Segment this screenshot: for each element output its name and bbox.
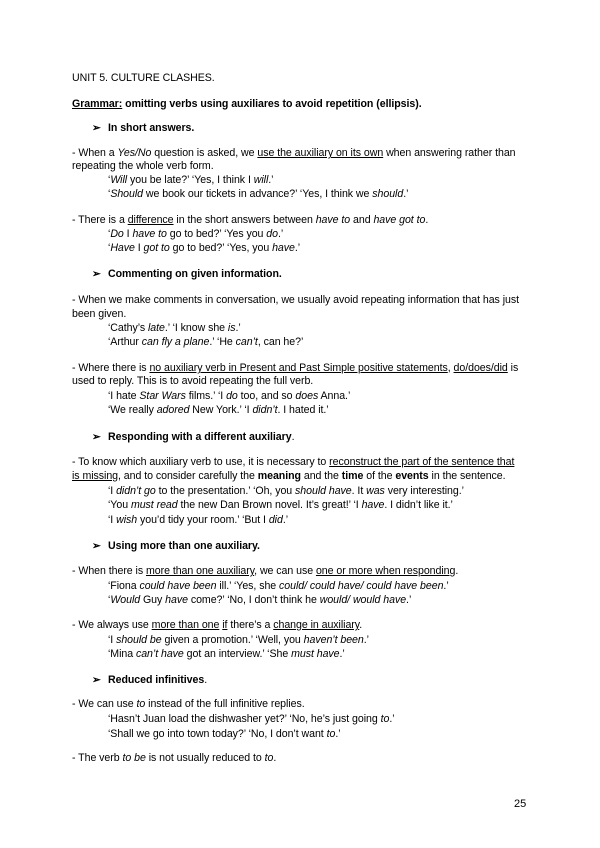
paragraph: - When a Yes/No question is asked, we use the auxiliary on its own when answering rather than <box>72 147 516 159</box>
section-heading-reduced-infinitives: ➢ Reduced infinitives. <box>92 674 208 686</box>
example-sentence: ‘Hasn’t Juan load the dishwasher yet?’ ‘No, he’s just going to.’ <box>108 713 395 725</box>
paragraph-continuation: been given. <box>72 308 127 320</box>
arrow-icon: ➢ <box>92 431 101 443</box>
paragraph: - When we make comments in conversation, we usually avoid repeating information that has just <box>72 294 519 306</box>
page-number: 25 <box>514 798 527 810</box>
paragraph-continuation: is missing, and to consider carefully the meaning and the time of the events in the sentence. <box>72 470 506 482</box>
example-sentence: ‘I hate Star Wars films.’ ‘I do too, and so does Anna.’ <box>108 390 351 402</box>
example-sentence: ‘I wish you’d tidy your room.’ ‘But I did.’ <box>108 514 289 526</box>
example-sentence: ‘Have I got to go to bed?’ ‘Yes, you have.’ <box>108 242 301 254</box>
unit-title: UNIT 5. CULTURE CLASHES. <box>72 72 215 84</box>
section-heading-more-than-one: ➢ Using more than one auxiliary. <box>92 540 260 552</box>
example-sentence: ‘Would Guy have come?’ ‘No, I don’t think he would/ would have.’ <box>108 594 412 606</box>
example-sentence: ‘We really adored New York.’ ‘I didn’t. I hated it.’ <box>108 404 329 416</box>
example-sentence: ‘I should be given a promotion.’ ‘Well, you haven’t been.’ <box>108 634 369 646</box>
example-sentence: ‘You must read the new Dan Brown novel. It’s great!’ ‘I have. I didn’t like it.’ <box>108 499 453 511</box>
paragraph: - The verb to be is not usually reduced to to. <box>72 752 277 764</box>
arrow-icon: ➢ <box>92 674 101 686</box>
section-heading-different-auxiliary: ➢ Responding with a different auxiliary. <box>92 431 295 443</box>
example-sentence: ‘Mina can’t have got an interview.’ ‘She must have.’ <box>108 648 345 660</box>
paragraph-continuation: used to reply. This is to avoid repeating the full verb. <box>72 375 314 387</box>
grammar-label: Grammar: <box>72 98 123 110</box>
paragraph: - To know which auxiliary verb to use, it is necessary to reconstruct the part of the sentence that <box>72 456 515 468</box>
paragraph-continuation: repeating the whole verb form. <box>72 160 214 172</box>
example-sentence: ‘I didn’t go to the presentation.’ ‘Oh, you should have. It was very interesting.’ <box>108 485 464 497</box>
grammar-topic: omitting verbs using auxiliares to avoid repetition (ellipsis). <box>122 98 422 110</box>
paragraph: - We can use to instead of the full infinitive replies. <box>72 698 305 710</box>
arrow-icon: ➢ <box>92 268 101 280</box>
example-sentence: ‘Arthur can fly a plane.’ ‘He can’t, can he?’ <box>108 336 304 348</box>
example-sentence: ‘Fiona could have been ill.’ ‘Yes, she could/ could have/ could have been.’ <box>108 580 449 592</box>
grammar-heading <box>72 98 422 111</box>
arrow-icon: ➢ <box>92 122 101 134</box>
example-sentence: ‘Do I have to go to bed?’ ‘Yes you do.’ <box>108 228 284 240</box>
paragraph: - There is a difference in the short answers between have to and have got to. <box>72 214 429 226</box>
example-sentence: ‘Shall we go into town today?’ ‘No, I don’t want to.’ <box>108 728 341 740</box>
example-sentence: ‘Cathy’s late.’ ‘I know she is.’ <box>108 322 241 334</box>
example-sentence: ‘Should we book our tickets in advance?’ ‘Yes, I think we should.’ <box>108 188 409 200</box>
arrow-icon: ➢ <box>92 540 101 552</box>
section-heading-short-answers: ➢ In short answers. <box>92 122 195 134</box>
section-heading-commenting: ➢ Commenting on given information. <box>92 268 282 280</box>
paragraph: - We always use more than one if there’s a change in auxiliary. <box>72 619 363 631</box>
paragraph: - When there is more than one auxiliary, we can use one or more when responding. <box>72 565 459 577</box>
paragraph: - Where there is no auxiliary verb in Present and Past Simple positive statements, do/does/did is <box>72 362 519 374</box>
example-sentence: ‘Will you be late?’ ‘Yes, I think I will.’ <box>108 174 274 186</box>
